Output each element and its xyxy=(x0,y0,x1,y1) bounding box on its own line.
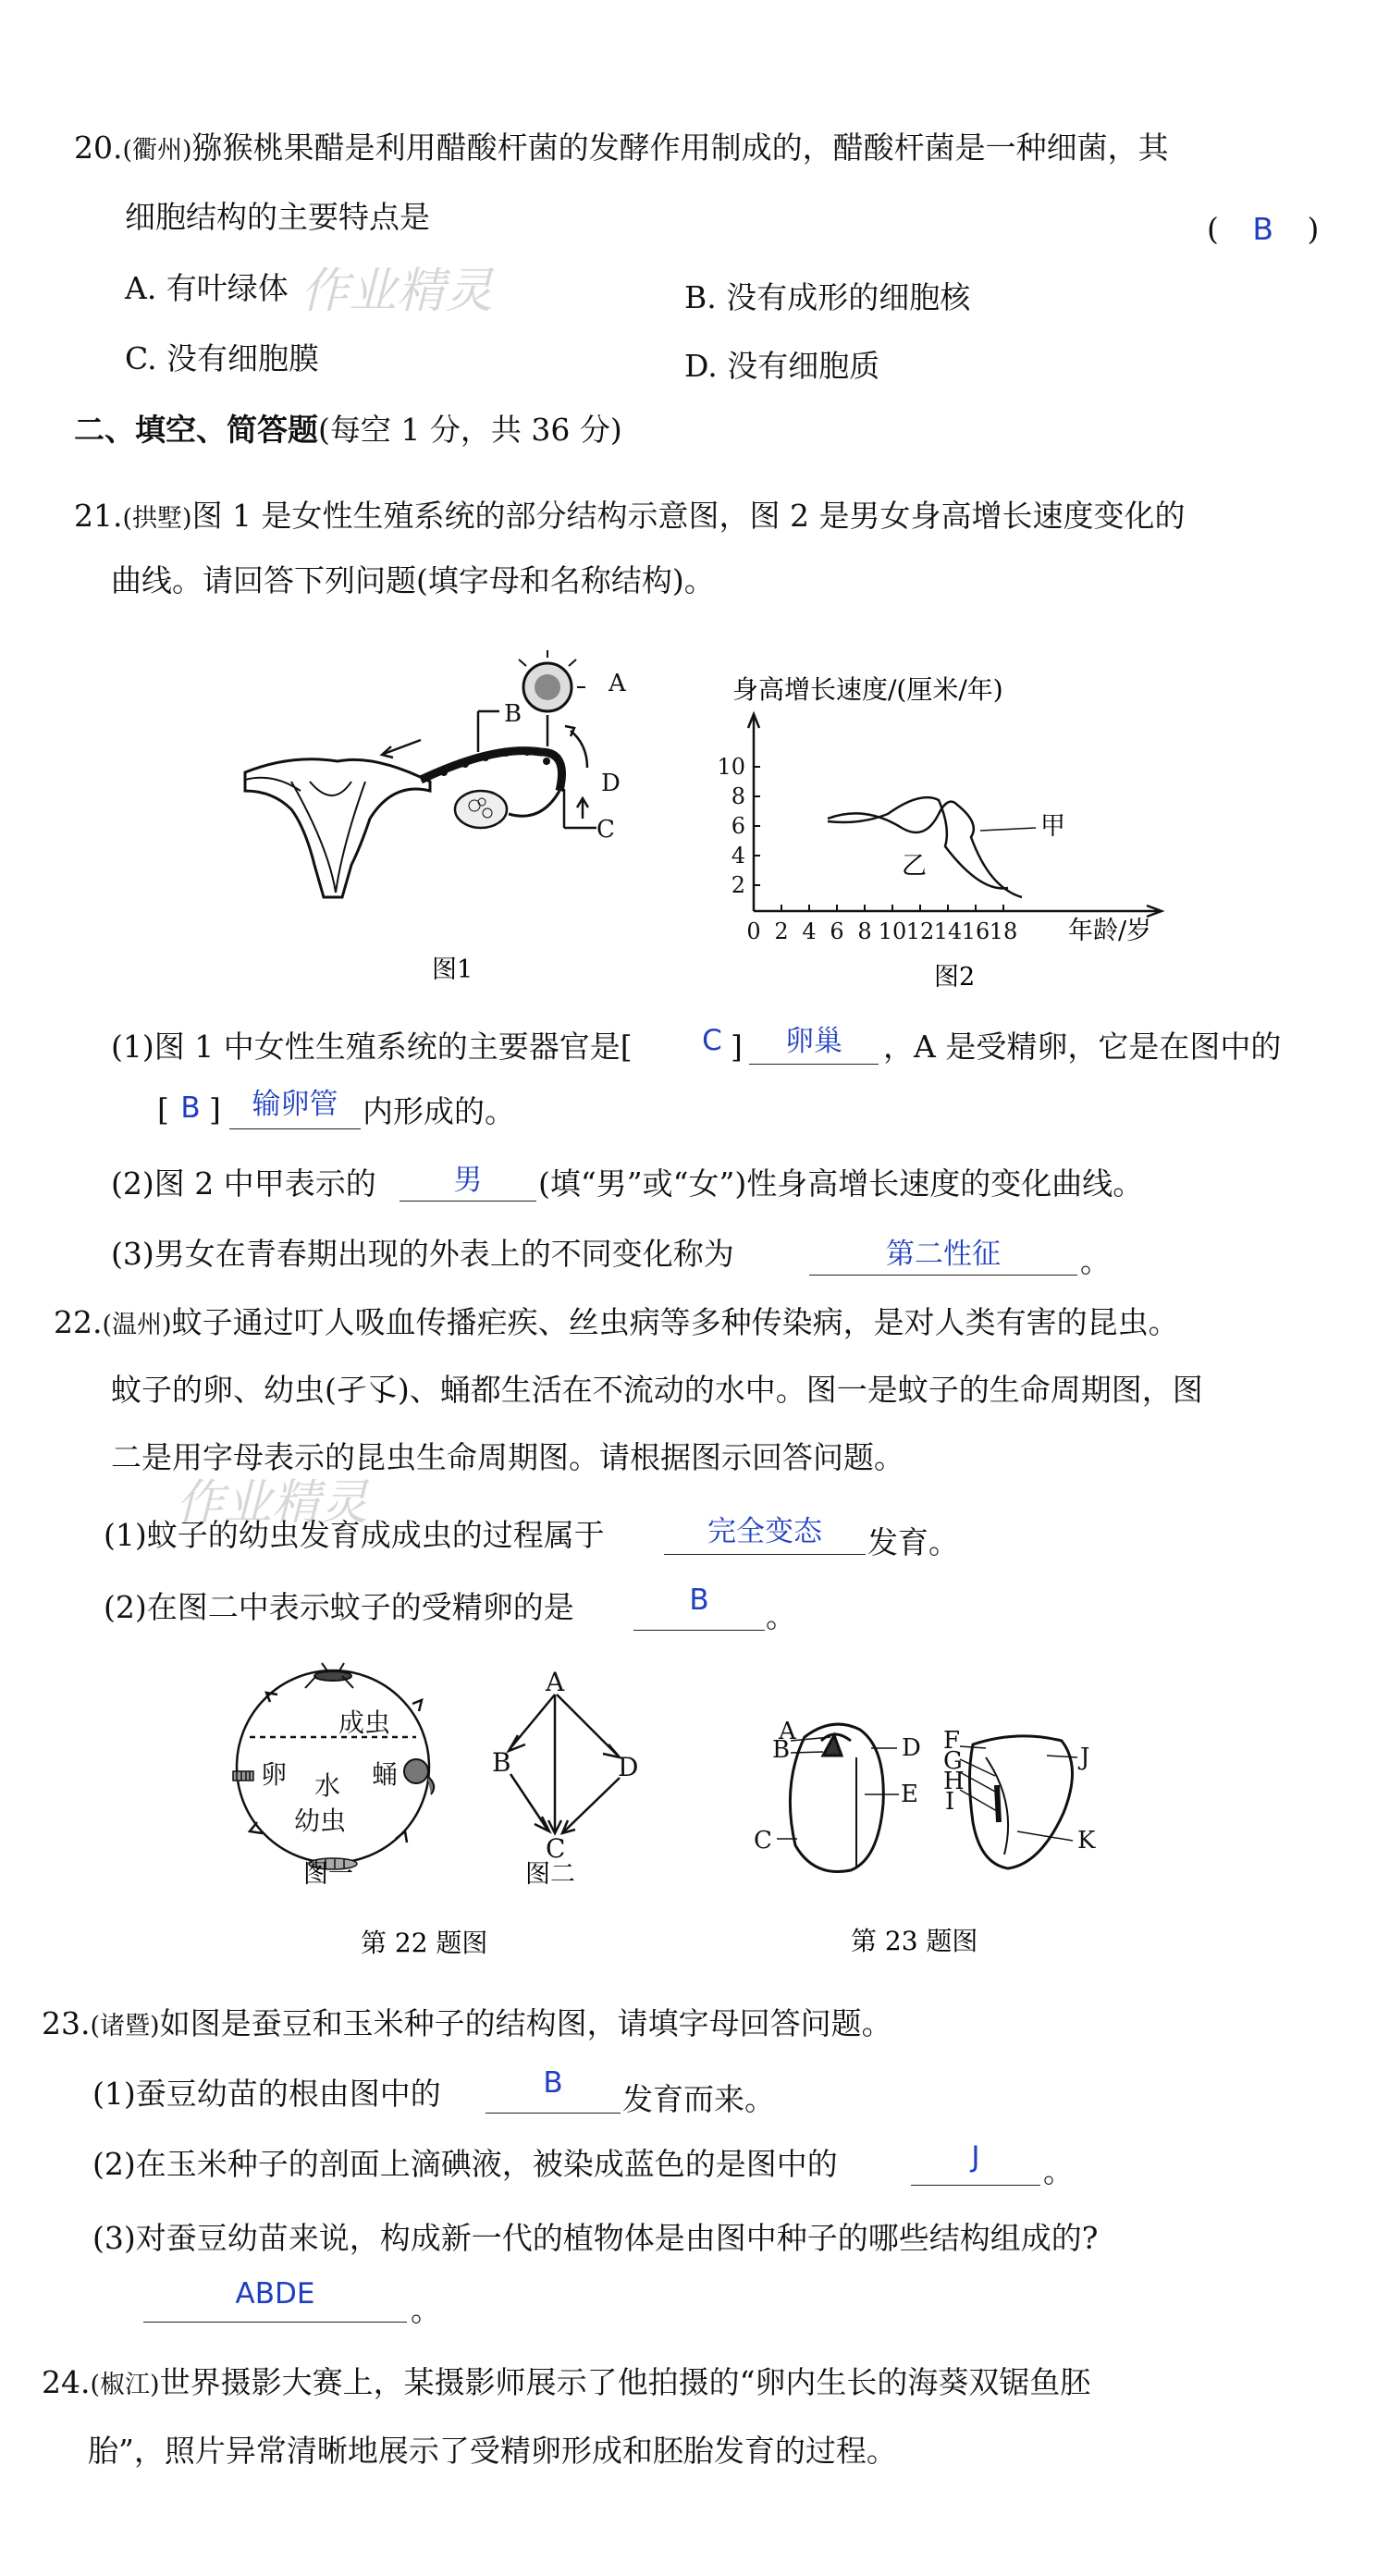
fig2-xtick: 12 xyxy=(905,918,935,944)
bean-label-a: A xyxy=(779,1718,796,1745)
q21-p2-blank xyxy=(400,1201,536,1202)
q21-p1-answer-b: B xyxy=(180,1091,201,1125)
q23-p3-answer: ABDE xyxy=(235,2277,315,2311)
broad-bean-seed xyxy=(790,1724,883,1871)
q21-p2-b: (填“男”或“女”)性身高增长速度的变化曲线。 xyxy=(538,1165,1144,1202)
lifecycle-label-egg: 卵 xyxy=(261,1759,288,1790)
fig2-xtick: 8 xyxy=(857,918,872,944)
lifecycle-label-adult: 成虫 xyxy=(338,1707,391,1738)
q23-source: (诸暨) xyxy=(90,2012,160,2040)
section2-note: (每空 1 分，共 36 分) xyxy=(318,412,622,448)
corn-label-h: H xyxy=(943,1768,965,1795)
q22-p1-b: 发育。 xyxy=(867,1524,959,1560)
sperm-dot xyxy=(440,769,448,776)
q21-p1-answer-c: C xyxy=(702,1024,722,1057)
q21-stem-1: 图 1 是女性生殖系统的部分结构示意图，图 2 是男女身高增长速度变化的 xyxy=(191,498,1186,534)
q22-p1-a: (1)蚊子的幼虫发育成成虫的过程属于 xyxy=(104,1517,605,1553)
curve-jia xyxy=(828,802,1022,897)
watermark: 作业精灵 xyxy=(301,264,494,319)
q22-figure-caption: 第 22 题图 xyxy=(361,1928,488,1958)
letter-cycle xyxy=(509,1695,620,1833)
mosquito-adult-icon xyxy=(305,1663,353,1688)
q22-number: 22. xyxy=(54,1304,103,1340)
q23-stem: 如图是蚕豆和玉米种子的结构图，请填字母回答问题。 xyxy=(159,2005,892,2041)
lifecycle-label-larva: 幼虫 xyxy=(294,1806,347,1836)
fig2-xtick: 18 xyxy=(989,918,1018,944)
q23-p1-answer: B xyxy=(543,2066,563,2100)
q23-p3: (3)对蚕豆幼苗来说，构成新一代的植物体是由图中种子的哪些结构组成的? xyxy=(92,2220,1099,2256)
q21-line1 xyxy=(74,498,1186,535)
fig2-ytick: 2 xyxy=(731,872,745,898)
cycle-label-a: A xyxy=(546,1667,565,1697)
q21-p1-a: (1)图 1 中女性生殖系统的主要器官是[ xyxy=(111,1029,633,1065)
q23-p1-blank xyxy=(486,2113,621,2114)
q23-p1-b: 发育而来。 xyxy=(622,2081,775,2117)
fig2-ytick: 10 xyxy=(717,754,745,780)
q20-option-d: D. 没有细胞质 xyxy=(684,348,880,384)
q21-p1-d: [ xyxy=(157,1091,169,1128)
series-label-yi: 乙 xyxy=(902,852,927,881)
q24-line1 xyxy=(42,2364,1090,2401)
q23-p2-a: (2)在玉米种子的剖面上滴碘液，被染成蓝色的是图中的 xyxy=(92,2146,838,2182)
q22-p2-a: (2)在图二中表示蚊子的受精卵的是 xyxy=(104,1589,574,1625)
q22-p2-answer: B xyxy=(689,1584,709,1617)
fig2-ytick: 8 xyxy=(731,783,745,809)
q21-p2-answer: 男 xyxy=(453,1164,483,1197)
q20-source: (衢州) xyxy=(122,136,192,165)
q22-source: (温州) xyxy=(102,1311,172,1339)
q23-p2-blank xyxy=(911,2185,1040,2186)
lifecycle-label-water: 水 xyxy=(314,1770,341,1801)
fig1-label-c: C xyxy=(596,816,615,844)
section2-heading: 二、填空、简答题 xyxy=(74,412,318,448)
q21-p3-answer: 第二性征 xyxy=(886,1238,1001,1271)
fig1-label-a: A xyxy=(609,670,626,697)
fig2-ytick: 4 xyxy=(731,843,745,869)
q24-stem-2: 胎”，照片异常清晰地展示了受精卵形成和胚胎发育的过程。 xyxy=(88,2433,897,2469)
q21-number: 21. xyxy=(74,498,123,534)
q21-p3-a: (3)男女在青春期出现的外表上的不同变化称为 xyxy=(111,1236,734,1272)
fig2-xlabel: 年龄/岁 xyxy=(1068,917,1152,945)
q24-stem-1: 世界摄影大赛上，某摄影师展示了他拍摄的“卵内生长的海葵双锯鱼胚 xyxy=(159,2364,1091,2400)
cycle-label-d: D xyxy=(618,1752,639,1782)
q21-source: (拱墅) xyxy=(122,504,192,533)
q24-source: (椒江) xyxy=(90,2371,160,2399)
corn-label-i: I xyxy=(945,1788,955,1816)
fig1-label-b: B xyxy=(504,700,523,728)
fig2-xtick: 4 xyxy=(802,918,817,944)
q21-p1-blank-1 xyxy=(749,1064,879,1065)
watermark: 作业精灵 xyxy=(176,1475,369,1531)
fig2-ytick: 6 xyxy=(731,813,745,839)
lifecycle-label-pupa: 蛹 xyxy=(372,1759,399,1790)
fig2-caption: 图2 xyxy=(934,963,976,992)
q24-number: 24. xyxy=(42,2364,91,2400)
q23-p3-end: 。 xyxy=(411,2292,441,2328)
q22-p1-answer: 完全变态 xyxy=(707,1515,822,1548)
q23-number: 23. xyxy=(42,2005,91,2041)
q21-p1-blank-2 xyxy=(229,1128,361,1129)
fig2-xtick: 2 xyxy=(774,918,789,944)
q22-stem-1: 蚊子通过叮人吸血传播疟疾、丝虫病等多种传染病，是对人类有害的昆虫。 xyxy=(171,1304,1179,1340)
q21-p3-blank xyxy=(809,1275,1077,1276)
q21-p2-a: (2)图 2 中甲表示的 xyxy=(111,1165,376,1202)
q21-p3-b: 。 xyxy=(1080,1243,1111,1279)
bean-label-d: D xyxy=(902,1734,921,1762)
cycle-label-b: B xyxy=(492,1747,511,1778)
q21-p1-c: ，A 是受精卵，它是在图中的 xyxy=(883,1029,1282,1065)
fig2-xtick: 16 xyxy=(961,918,990,944)
q20-line1 xyxy=(74,129,1169,166)
q23-p2-answer: J xyxy=(971,2140,980,2174)
q22-p1-blank xyxy=(664,1554,866,1555)
q23-line1 xyxy=(42,2005,892,2042)
fig1-label-d: D xyxy=(601,770,621,797)
q20-stem-2: 细胞结构的主要特点是 xyxy=(125,199,430,235)
fig2-xtick: 6 xyxy=(830,918,844,944)
q23-figure-caption: 第 23 题图 xyxy=(851,1926,978,1956)
q20-answer: B xyxy=(1252,211,1274,247)
corn-label-g: G xyxy=(943,1747,963,1775)
series-label-jia: 甲 xyxy=(1040,812,1065,841)
q22-q23-figures xyxy=(213,1656,1137,1970)
q21-p1-answer-ovary: 卵巢 xyxy=(785,1025,842,1058)
q20-answer-paren: ( B ) xyxy=(1207,211,1320,247)
fig2-xtick: 10 xyxy=(878,918,907,944)
fig2-xtick: 0 xyxy=(746,918,761,944)
fig1-caption: 图1 xyxy=(432,955,473,984)
bean-label-e: E xyxy=(901,1781,918,1808)
q21-stem-2: 曲线。请回答下列问题(填字母和名称结构)。 xyxy=(111,562,715,598)
fig2-ylabel: 身高增长速度/(厘米/年) xyxy=(732,674,1003,705)
q21-figure-2 xyxy=(703,666,1184,1008)
ovary xyxy=(455,791,507,828)
q21-p1-f: 内形成的。 xyxy=(363,1093,515,1129)
section2-title xyxy=(74,412,622,449)
q20-option-b: B. 没有成形的细胞核 xyxy=(684,279,971,315)
cycle-label-c: C xyxy=(546,1833,566,1864)
q21-p1-b: ] xyxy=(731,1029,743,1065)
q23-p2-b: 。 xyxy=(1043,2153,1074,2189)
q22-line1 xyxy=(54,1304,1179,1341)
q20-option-c: C. 没有细胞膜 xyxy=(125,340,320,376)
q21-figure-1 xyxy=(236,643,670,990)
q23-p3-blank xyxy=(143,2322,407,2323)
fig-one-caption: 图一 xyxy=(303,1860,353,1889)
q22-p2-blank xyxy=(633,1630,765,1631)
bean-label-b: B xyxy=(772,1736,791,1764)
bean-label-c: C xyxy=(754,1827,772,1855)
corn-label-j: J xyxy=(1080,1744,1090,1771)
q20-number: 20. xyxy=(74,129,123,166)
q22-stem-3: 二是用字母表示的昆虫生命周期图。请根据图示回答问题。 xyxy=(111,1439,904,1475)
q22-p2-b: 。 xyxy=(766,1598,796,1634)
corn-label-f: F xyxy=(943,1727,961,1755)
fig-two-caption: 图二 xyxy=(525,1860,575,1889)
corn-label-k: K xyxy=(1077,1827,1096,1855)
q20-stem-1: 猕猴桃果醋是利用醋酸杆菌的发酵作用制成的，醋酸杆菌是一种细菌，其 xyxy=(191,129,1169,166)
egg-raft-icon xyxy=(233,1771,253,1781)
q23-p1-a: (1)蚕豆幼苗的根由图中的 xyxy=(92,2076,441,2112)
q21-p1-e: ] xyxy=(209,1091,221,1128)
fig2-xtick: 14 xyxy=(933,918,963,944)
q20-option-a: A. 有叶绿体 xyxy=(125,270,289,306)
q22-stem-2: 蚊子的卵、幼虫(孑孓)、蛹都生活在不流动的水中。图一是蚊子的生命周期图，图 xyxy=(111,1372,1203,1408)
q21-p1-answer-oviduct: 输卵管 xyxy=(252,1088,338,1121)
